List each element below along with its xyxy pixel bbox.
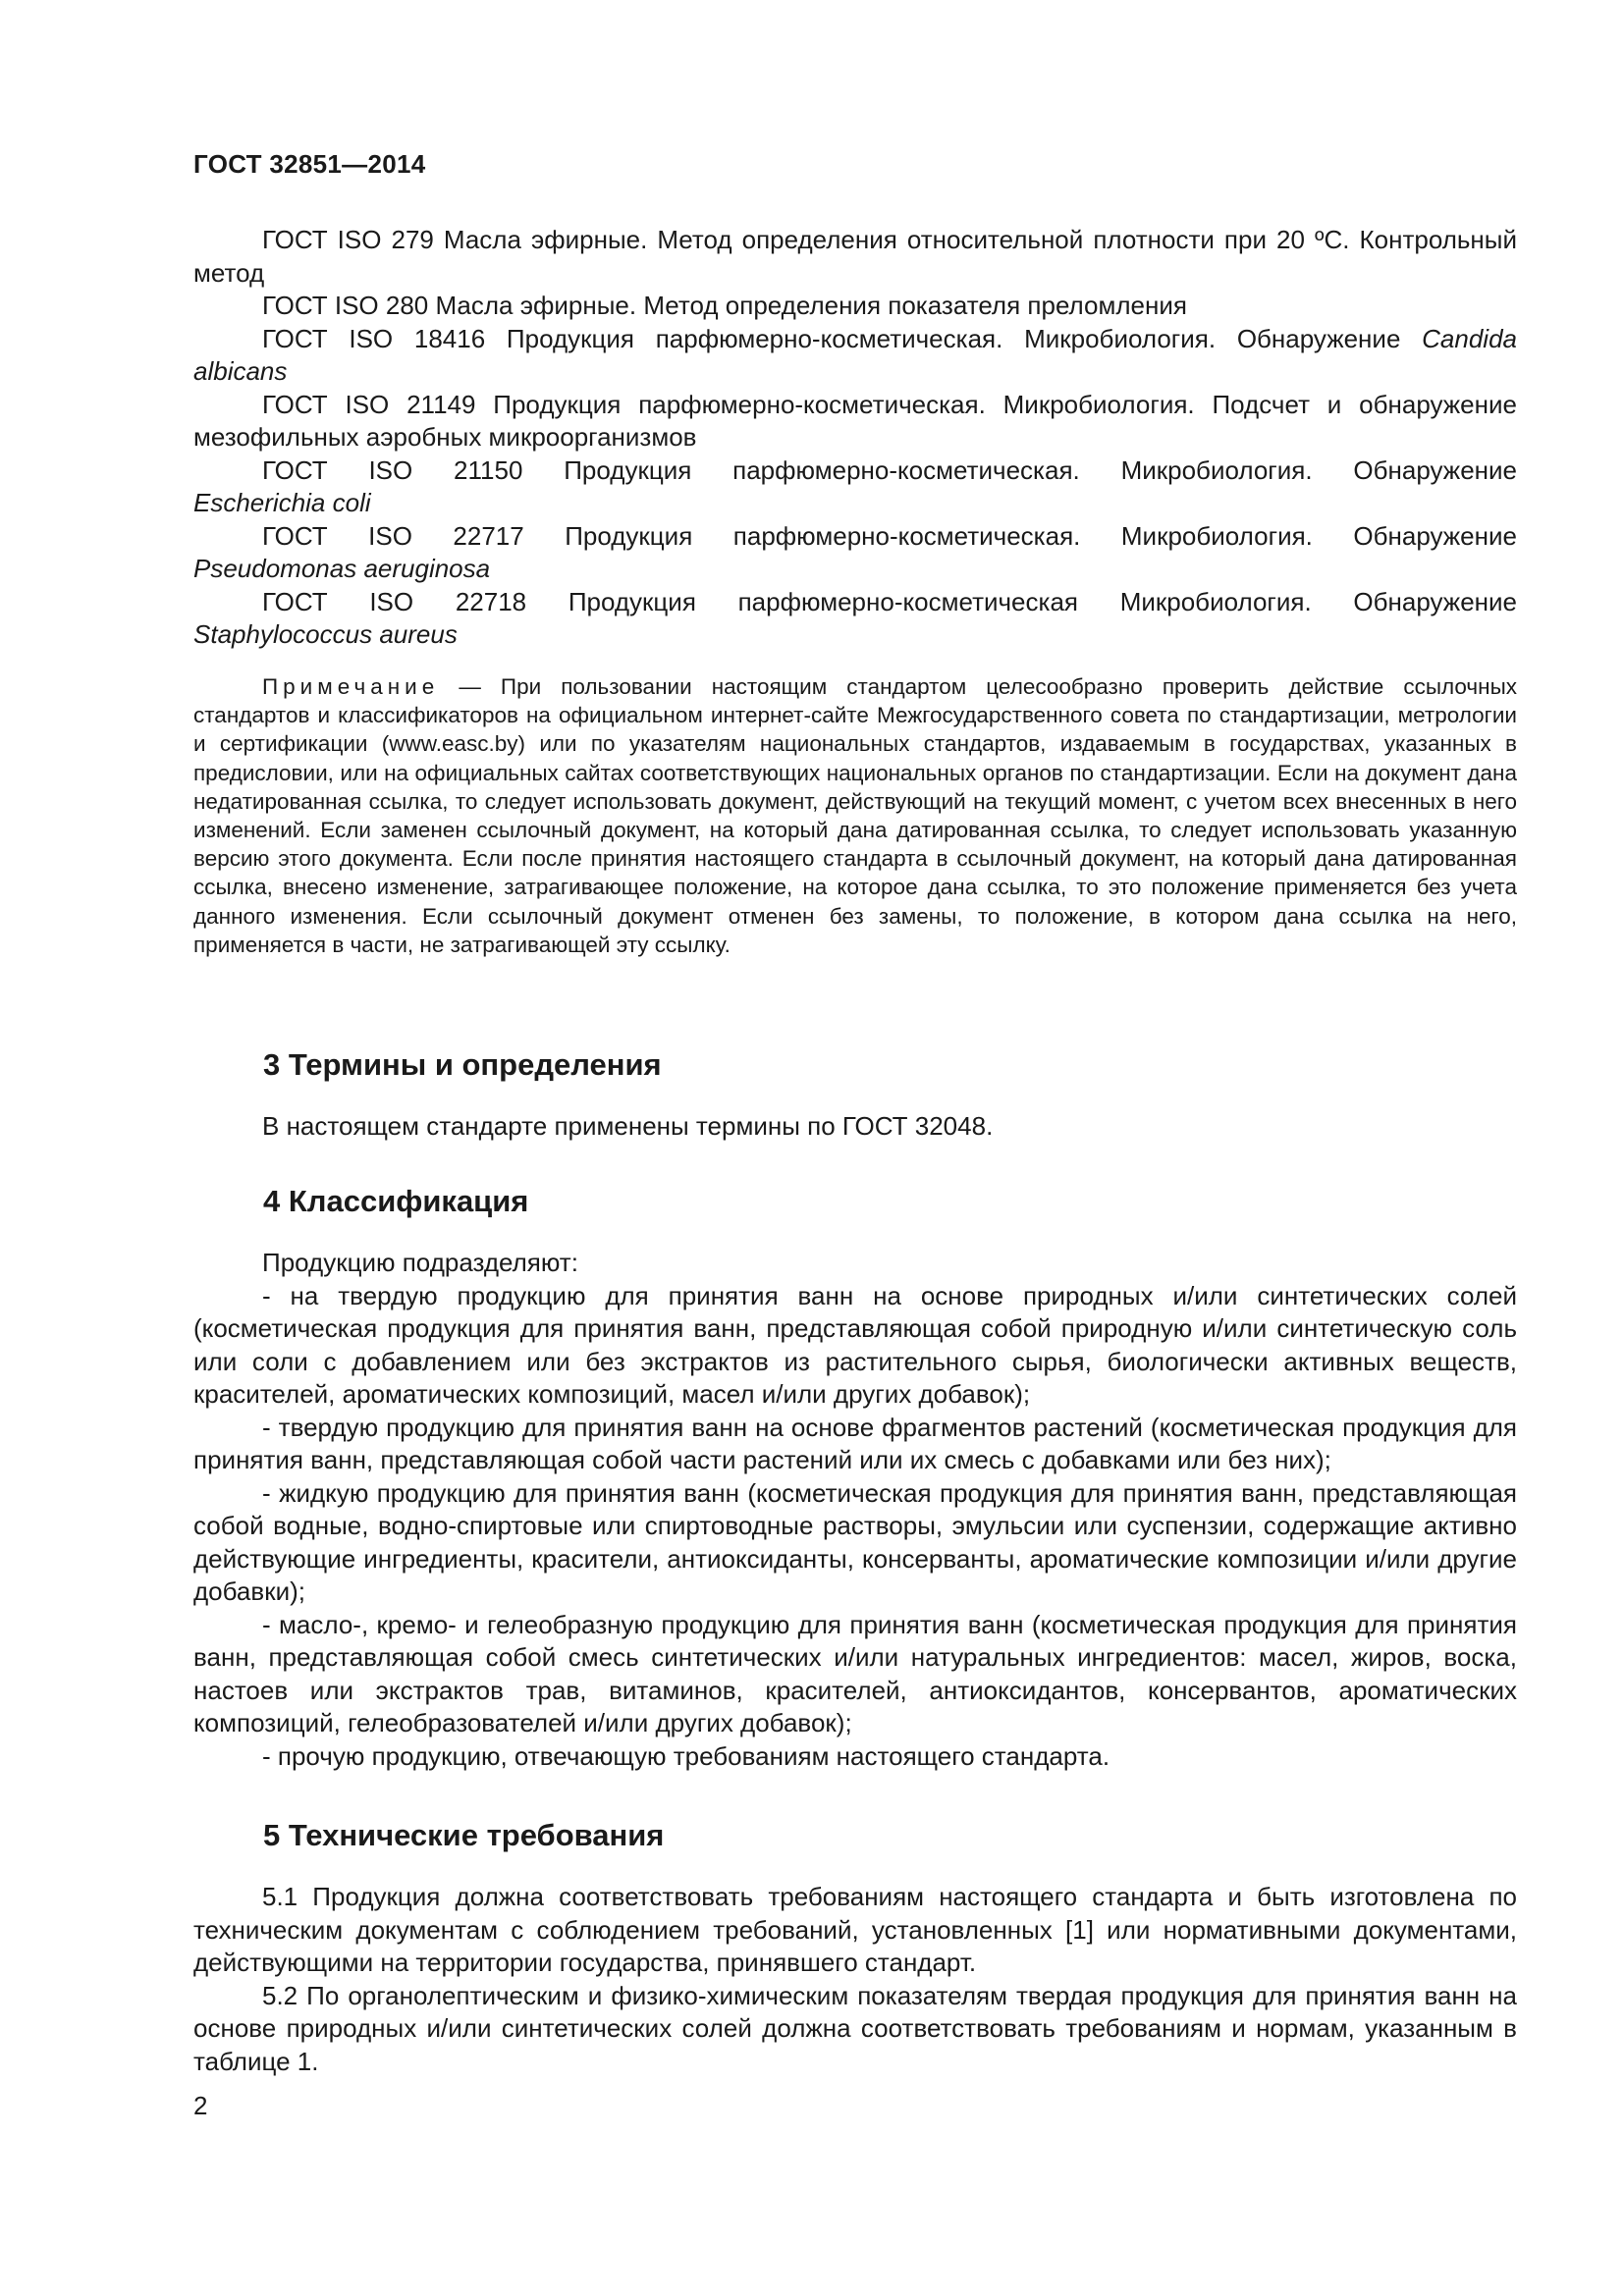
standard-code-header: ГОСТ 32851—2014	[193, 149, 426, 179]
section-4-title: 4 Классификация	[263, 1184, 529, 1218]
classification-item: - жидкую продукцию для принятия ванн (косметическая продукция для принятия ванн, представляющая собой водные, водно-спиртовые или спиртоводные растворы, эмульсии или суспензии, содержащие активно действующие ингредиенты, красители, антиоксиданты, консерванты, ароматические композиции и/или другие добавки);	[193, 1477, 1517, 1606]
section-3-text: В настоящем стандарте применены термины по ГОСТ 32048.	[262, 1111, 994, 1141]
reference-organism: Escherichia coli	[193, 488, 371, 517]
section-4-intro: Продукцию подразделяют:	[262, 1248, 578, 1277]
section-3-title: 3 Термины и определения	[263, 1047, 662, 1082]
reference-organism: Candida albicans	[193, 323, 1517, 386]
note-label: Примечание	[262, 674, 440, 699]
section-5-title: 5 Технические требования	[263, 1818, 665, 1852]
reference-item: ГОСТ ISO 279 Масла эфирные. Метод определения относительной плотности при 20 ºС. Контрольный метод	[193, 225, 1517, 288]
reference-title: ГОСТ ISO 18416 Продукция парфюмерно-косметическая. Микробиология. Обнаружение	[262, 323, 1423, 353]
classification-item: - твердую продукцию для принятия ванн на основе фрагментов растений (косметическая продукция для принятия ванн, представляющая собой части растений или их смесь с добавками или без них);	[193, 1412, 1517, 1474]
requirement-paragraph: 5.1 Продукция должна соответствовать требованиям настоящего стандарта и быть изготовлена по техническим документам с соблюдением требований, установленных [1] или нормативными документами, действующими на территории государства, принявшего стандарт.	[193, 1882, 1517, 1977]
reference-item: ГОСТ ISO 21150 Продукция парфюмерно-косметическая. Микробиология. Обнаружение	[262, 454, 1517, 485]
references-list	[193, 224, 1517, 652]
requirement-paragraph: 5.2 По органолептическим и физико-химическим показателям твердая продукция для принятия ванн на основе природных и/или синтетических солей должна соответствовать требованиям и нормам, указанным в таблице 1.	[193, 1980, 1517, 2076]
section-4-body	[193, 1247, 1517, 1773]
reference-organism: Staphylococcus aureus	[193, 619, 458, 649]
section-3-body	[193, 1110, 1517, 1144]
reference-item: ГОСТ ISO 280 Масла эфирные. Метод определения показателя преломления	[262, 291, 1187, 320]
reference-item: ГОСТ ISO 21149 Продукция парфюмерно-косметическая. Микробиология. Подсчет и обнаружение мезофильных аэробных микроорганизмов	[193, 389, 1517, 452]
classification-item: - прочую продукцию, отвечающую требованиям настоящего стандарта.	[262, 1740, 1110, 1771]
classification-item: - на твердую продукцию для принятия ванн на основе природных и/или синтетических солей (косметическая продукция для принятия ванн, представляющая собой природную и/или синтетическую соль или соли с добавлением или без экстрактов из растительного сырья, биологически активных веществ, красителей, ароматических композиций, масел и/или других добавок);	[193, 1280, 1517, 1409]
section-5-body	[193, 1881, 1517, 2078]
reference-item	[193, 323, 1517, 389]
note-text: — При пользовании настоящим стандартом целесообразно проверить действие ссылочных стандартов и классификаторов на официальном интернет-сайте Межгосударственного совета по стандартизации, метрологии и сертификации (www.easc.by) или по указателям национальных стандартов, издаваемым в государствах, указанных в предисловии, или на официальных сайтах соответствующих национальных органов по стандартизации. Если на документ дана недатированная ссылка, то следует использовать документ, действующий на текущий момент, с учетом всех внесенных в него изменений. Если заменен ссылочный документ, на который дана датированная ссылка, то следует использовать указанную версию этого документа. Если после принятия настоящего стандарта в ссылочный документ, на который дана датированная ссылка, внесено изменение, затрагивающее положение, на которое дана ссылка, то это положение применяется без учета данного изменения. Если ссылочный документ отменен без замены, то положение, в котором дана ссылка на него, применяется в части, не затрагивающей эту ссылку.	[193, 674, 1517, 957]
reference-item: ГОСТ ISO 22718 Продукция парфюмерно-косметическая Микробиология. Обнаружение	[262, 586, 1517, 616]
reference-organism: Pseudomonas aeruginosa	[193, 554, 491, 583]
page-number: 2	[193, 2091, 208, 2120]
classification-item: - масло-, кремо- и гелеобразную продукцию для принятия ванн (косметическая продукция для принятия ванн, представляющая собой смесь синтетических и/или натуральных ингредиентов: масел, жиров, воска, настоев или экстрактов трав, витаминов, красителей, антиоксидантов, консервантов, ароматических композиций, гелеобразователей и/или других добавок);	[193, 1609, 1517, 1737]
reference-item: ГОСТ ISO 22717 Продукция парфюмерно-косметическая. Микробиология. Обнаружение	[262, 520, 1517, 551]
note-paragraph	[193, 672, 1517, 959]
